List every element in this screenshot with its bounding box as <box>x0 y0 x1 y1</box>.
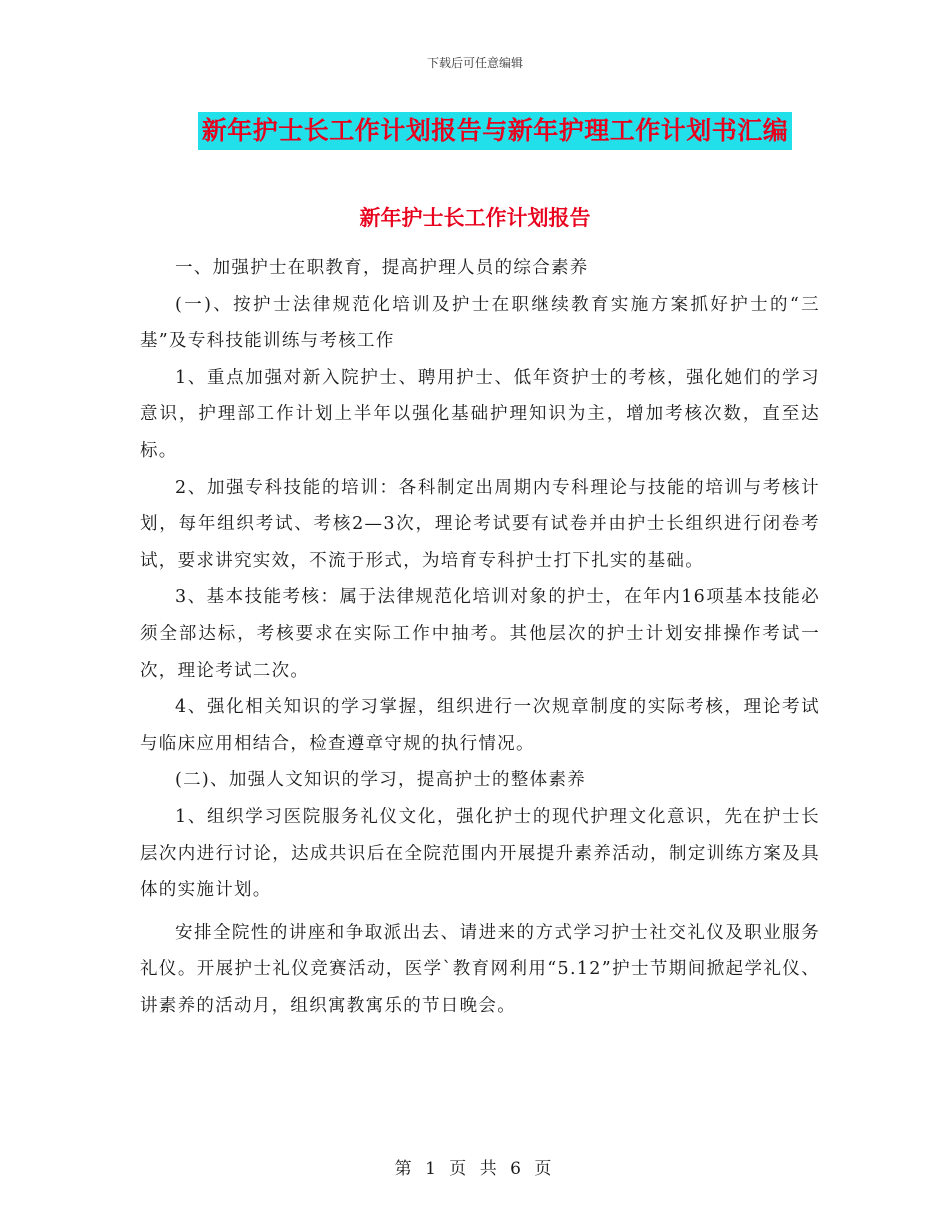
header-note: 下载后可任意编辑 <box>426 56 523 70</box>
paragraph-4: 4、强化相关知识的学习掌握，组织进行一次规章制度的实际考核，理论考试与临床应用相结合，检查遵章守规的执行情况。 <box>140 697 820 754</box>
heading-1: 一、加强护士在职教育，提高护理人员的综合素养 <box>175 258 589 278</box>
paragraph-6: 安排全院性的讲座和争取派出去、请进来的方式学习护士社交礼仪及职业服务礼仪。开展护士礼仪竞赛活动，医学`教育网利用“5.12”护士节期间掀起学礼仪、讲素养的活动月，组织寓教寓乐的节日晚会。 <box>140 922 820 1016</box>
main-title-container <box>0 112 950 150</box>
paragraph-5: 1、组织学习医院服务礼仪文化，强化护士的现代护理文化意识，先在护士长层次内进行讨论，达成共识后在全院范围内开展提升素养活动，制定训练方案及具体的实施计划。 <box>140 806 820 901</box>
main-title: 新年护士长工作计划报告与新年护理工作计划书汇编 <box>198 112 793 150</box>
section-title: 新年护士长工作计划报告 <box>359 206 591 230</box>
subheading-2: (二)、加强人文知识的学习，提高护士的整体素养 <box>175 770 587 791</box>
paragraph-2: 2、加强专科技能的培训：各科制定出周期内专科理论与技能的培训与考核计划，每年组织考试、考核2—3次，理论考试要有试卷并由护士长组织进行闭卷考试，要求讲究实效，不流于形式，为培育专科护士打下扎实的基础。 <box>140 477 820 571</box>
paragraph-3: 3、基本技能考核：属于法律规范化培训对象的护士，在年内16项基本技能必须全部达标，考核要求在实际工作中抽考。其他层次的护士计划安排操作考试一次，理论考试二次。 <box>140 587 820 681</box>
document-body <box>140 250 820 1024</box>
page-footer: 第 1 页 共 6 页 <box>394 1159 556 1179</box>
paragraph-1: 1、重点加强对新入院护士、聘用护士、低年资护士的考核，强化她们的学习意识，护理部工作计划上半年以强化基础护理知识为主，增加考核次数，直至达标。 <box>140 367 820 461</box>
subheading-1: (一)、按护士法律规范化培训及护士在职继续教育实施方案抓好护士的“三基”及专科技能训练与考核工作 <box>140 294 820 352</box>
